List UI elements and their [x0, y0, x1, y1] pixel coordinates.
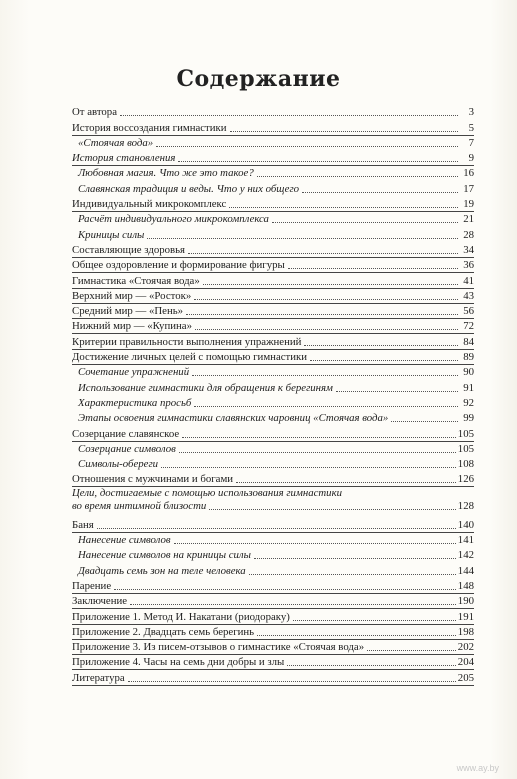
dot-leader: [147, 238, 458, 239]
page-number: 126: [457, 473, 474, 486]
page-number: 105: [457, 442, 474, 455]
page-number: 90: [463, 366, 474, 379]
dot-leader: [229, 207, 458, 208]
page-number: 19: [463, 198, 474, 211]
toc-entry-title: Приложение 3. Из писем-отзывов о гимнастике «Стоячая вода»: [72, 641, 365, 654]
toc-entry-title: Характеристика просьб: [78, 396, 192, 409]
toc-entry[interactable]: [72, 196, 474, 211]
toc-entry-title: Составляющие здоровья: [72, 243, 186, 256]
page-number: 16: [463, 167, 474, 180]
dot-leader: [130, 604, 456, 605]
toc-entry[interactable]: [72, 532, 474, 547]
toc-entry[interactable]: [72, 165, 474, 180]
dot-leader: [178, 161, 458, 162]
toc-entry-title: Нанесение символов: [78, 534, 171, 547]
toc-entry[interactable]: [72, 364, 474, 379]
page-number: 56: [463, 305, 474, 318]
toc-entry[interactable]: [72, 639, 474, 654]
toc-entry-title: Верхний мир — «Росток»: [72, 289, 192, 302]
toc-entry[interactable]: [72, 471, 474, 486]
dot-leader: [114, 589, 456, 590]
page-number: 3: [468, 106, 474, 119]
toc-entry[interactable]: [72, 333, 474, 348]
page-number: 105: [457, 427, 474, 440]
dot-leader: [367, 650, 456, 651]
dot-leader: [304, 345, 458, 346]
toc-entry[interactable]: [72, 395, 474, 410]
dot-leader: [194, 406, 458, 407]
toc-entry-title: Символы-обереги: [78, 458, 159, 471]
toc-entry-title: Средний мир — «Пень»: [72, 305, 184, 318]
toc-entry-line: [72, 500, 474, 513]
toc-entry[interactable]: [72, 562, 474, 577]
toc-entry-title: Парение: [72, 579, 112, 592]
toc-entry[interactable]: [72, 593, 474, 608]
toc-entry-title: Приложение 1. Метод И. Накатани (риодораку): [72, 610, 290, 623]
toc-entry-title: Отношения с мужчинами и богами: [72, 473, 234, 486]
dot-leader: [336, 391, 458, 392]
toc-entry-title: Созерцание славянское: [72, 427, 180, 440]
page-number: 140: [457, 518, 474, 531]
toc-entry-title: От автора: [72, 106, 118, 119]
toc-entry[interactable]: [72, 318, 474, 333]
toc-entry-title: Нанесение символов на криницы силы: [78, 549, 251, 562]
dot-leader: [192, 375, 458, 376]
dot-leader: [97, 528, 456, 529]
toc-entry[interactable]: [72, 441, 474, 456]
page-title: Содержание: [176, 66, 341, 92]
toc-entry-title: Литература: [72, 671, 125, 684]
dot-leader: [120, 115, 458, 116]
dot-leader: [188, 253, 458, 254]
dot-leader: [302, 192, 458, 193]
toc-entry[interactable]: [72, 379, 474, 394]
toc-entry[interactable]: [72, 211, 474, 226]
dot-leader: [236, 482, 456, 483]
dot-leader: [310, 360, 458, 361]
page-number: 198: [457, 625, 474, 638]
toc-entry[interactable]: [72, 624, 474, 639]
toc-entry-title: Критерии правильности выполнения упражнений: [72, 335, 302, 348]
toc-entry-title: Баня: [72, 518, 94, 531]
dot-leader: [293, 620, 456, 621]
dot-leader: [186, 314, 458, 315]
toc-entry[interactable]: [72, 669, 474, 684]
toc-entry[interactable]: [72, 486, 474, 516]
toc-entry-title-continued: во время интимной близости: [72, 500, 207, 513]
page-number: 28: [463, 228, 474, 241]
toc-entry-title: Приложение 2. Двадцать семь берегинь: [72, 625, 255, 638]
dot-leader: [161, 467, 456, 468]
page-number: 202: [457, 641, 474, 654]
page-number: 148: [457, 579, 474, 592]
toc-entry-title: Расчёт индивидуального микрокомплекса: [78, 213, 269, 226]
page-number: 141: [457, 534, 474, 547]
page-number: 41: [463, 274, 474, 287]
toc-entry[interactable]: [72, 242, 474, 257]
toc-entry-title: Нижний мир — «Купина»: [72, 320, 192, 333]
toc-entry-title: Заключение: [72, 595, 128, 608]
toc-entry-title: Приложение 4. Часы на семь дни добры и злы: [72, 656, 285, 669]
page-number: 108: [457, 458, 474, 471]
dot-leader: [203, 284, 458, 285]
toc-entry[interactable]: [72, 349, 474, 364]
toc-entry[interactable]: [72, 272, 474, 287]
page-number: 190: [457, 595, 474, 608]
dot-leader: [257, 176, 458, 177]
dot-leader: [272, 222, 458, 223]
dot-leader: [254, 558, 456, 559]
dot-leader: [182, 437, 456, 438]
page-number: 144: [457, 564, 474, 577]
page-number: 9: [468, 152, 474, 165]
page-number: 17: [463, 182, 474, 195]
dot-leader: [156, 146, 458, 147]
page-number: 21: [463, 213, 474, 226]
toc-entry-title: История становления: [72, 152, 176, 165]
dot-leader: [391, 421, 458, 422]
page-number: 5: [468, 121, 474, 134]
page-number: 99: [463, 412, 474, 425]
toc-entry[interactable]: [72, 425, 474, 440]
toc-entry-title: Сочетание упражнений: [78, 366, 190, 379]
toc-entry[interactable]: [72, 578, 474, 593]
dot-leader: [209, 509, 456, 510]
toc-entry-title: Общее оздоровление и формирование фигуры: [72, 259, 285, 272]
table-of-contents: [72, 104, 474, 685]
page-number: 128: [457, 500, 474, 513]
page-number: 34: [463, 243, 474, 256]
watermark: www.ay.by: [456, 763, 499, 773]
toc-entry[interactable]: [72, 135, 474, 150]
dot-leader: [249, 574, 456, 575]
toc-entry[interactable]: [72, 288, 474, 303]
toc-entry-title: Двадцать семь зон на теле человека: [78, 564, 246, 577]
toc-entry[interactable]: [72, 257, 474, 272]
toc-entry[interactable]: [72, 410, 474, 425]
toc-entry[interactable]: [72, 654, 474, 669]
toc-entry-title: Гимнастика «Стоячая вода»: [72, 274, 200, 287]
toc-entry-title: Славянская традиция и веды. Что у них общего: [78, 182, 300, 195]
toc-entry[interactable]: [72, 516, 474, 531]
page-number: 43: [463, 289, 474, 302]
page-number: 91: [463, 381, 474, 394]
dot-leader: [230, 131, 458, 132]
toc-entry-title: Криницы силы: [78, 228, 145, 241]
toc-entry[interactable]: [72, 456, 474, 471]
toc-entry-title: Достижение личных целей с помощью гимнастики: [72, 351, 308, 364]
page-number: 36: [463, 259, 474, 272]
dot-leader: [179, 452, 456, 453]
toc-entry-title: Созерцание символов: [78, 442, 176, 455]
page-number: 89: [463, 351, 474, 364]
toc-entry-title: Этапы освоения гимнастики славянских чаровниц «Стоячая вода»: [78, 412, 389, 425]
toc-entry-title: Индивидуальный микрокомплекс: [72, 198, 227, 211]
dot-leader: [195, 329, 458, 330]
page-number: 92: [463, 396, 474, 409]
toc-entry-title: Любовная магия. Что же это такое?: [78, 167, 254, 180]
toc-entry-title: Использование гимнастики для обращения к берегиням: [78, 381, 333, 394]
dot-leader: [287, 665, 455, 666]
dot-leader: [128, 681, 456, 682]
toc-entry-title: «Стоячая вода»: [78, 136, 154, 149]
toc-entry[interactable]: [72, 547, 474, 562]
dot-leader: [257, 635, 456, 636]
page-number: 142: [457, 549, 474, 562]
toc-entry[interactable]: [72, 608, 474, 623]
dot-leader: [174, 543, 456, 544]
page-number: 7: [468, 136, 474, 149]
dot-leader: [288, 268, 458, 269]
toc-entry[interactable]: [72, 180, 474, 195]
toc-entry[interactable]: [72, 226, 474, 241]
dot-leader: [194, 299, 458, 300]
page-number: 72: [463, 320, 474, 333]
toc-entry[interactable]: [72, 150, 474, 165]
page-number: 84: [463, 335, 474, 348]
toc-entry[interactable]: [72, 119, 474, 134]
toc-entry-title: Цели, достигаемые с помощью использования гимнастики: [72, 487, 343, 500]
page-number: 205: [457, 671, 474, 684]
toc-entry[interactable]: [72, 303, 474, 318]
page-number: 204: [457, 656, 474, 669]
toc-entry[interactable]: [72, 104, 474, 119]
page-number: 191: [457, 610, 474, 623]
toc-entry-title: История воссоздания гимнастики: [72, 121, 227, 134]
